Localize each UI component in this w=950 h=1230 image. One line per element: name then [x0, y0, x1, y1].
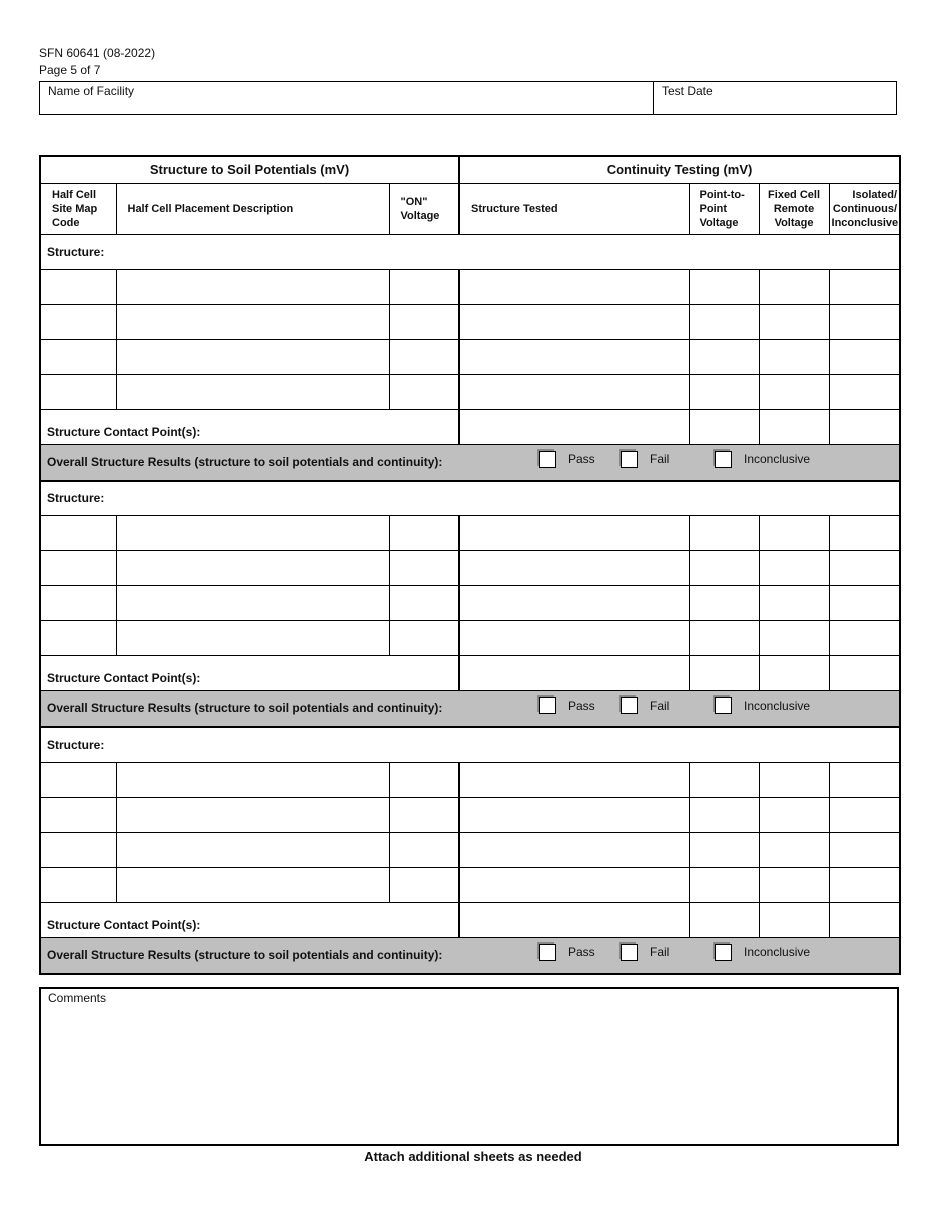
checkbox-icon: [715, 451, 732, 468]
form-id: SFN 60641 (08-2022): [39, 46, 156, 60]
table-row: [40, 621, 900, 656]
facility-name-field[interactable]: [40, 82, 654, 114]
table-row: [40, 551, 900, 586]
table-row: [40, 339, 900, 374]
checkbox-icon: [621, 451, 638, 468]
overall-result-row: [40, 937, 900, 974]
structure-test-table: [39, 155, 901, 975]
checkbox-icon: [539, 944, 556, 961]
table-row: [40, 586, 900, 621]
col-on-voltage: "ON" Voltage: [389, 183, 459, 234]
checkbox-icon: [621, 944, 638, 961]
test-date-label: Test Date: [662, 84, 713, 98]
col-isolated: Isolated/ Continuous/ Inconclusive: [829, 183, 900, 234]
structure-label[interactable]: Structure:: [40, 727, 900, 762]
table-row: [40, 867, 900, 902]
checkbox-icon: [621, 697, 638, 714]
contact-point-label[interactable]: Structure Contact Point(s):: [40, 656, 459, 691]
col-p2p: Point-to-Point Voltage: [689, 183, 759, 234]
overall-result-row: [40, 691, 900, 728]
table-row: [40, 762, 900, 797]
fail-checkbox[interactable]: Fail: [621, 451, 669, 468]
checkbox-icon: [539, 451, 556, 468]
overall-result-label: Overall Structure Results (structure to soil potentials and continuity):: [47, 454, 443, 469]
fail-checkbox[interactable]: Fail: [621, 697, 669, 714]
comments-label: Comments: [48, 991, 107, 1005]
overall-result-label: Overall Structure Results (structure to soil potentials and continuity):: [47, 701, 443, 715]
col-fixed-cell: Fixed Cell Remote Voltage: [759, 183, 829, 234]
table-row: [40, 269, 900, 304]
soil-potentials-title: Structure to Soil Potentials (mV): [40, 156, 459, 183]
overall-result-row: [40, 444, 900, 481]
pass-checkbox[interactable]: Pass: [539, 944, 595, 961]
structure-label[interactable]: Structure:: [40, 234, 900, 269]
fail-checkbox[interactable]: Fail: [621, 944, 669, 961]
checkbox-icon: [715, 944, 732, 961]
table-row: [40, 304, 900, 339]
table-row: [40, 832, 900, 867]
pass-checkbox[interactable]: Pass: [539, 697, 595, 714]
col-placement: Half Cell Placement Description: [116, 183, 389, 234]
table-row: [40, 797, 900, 832]
contact-point-label[interactable]: Structure Contact Point(s):: [40, 902, 459, 937]
inconclusive-checkbox[interactable]: Inconclusive: [715, 697, 810, 714]
checkbox-icon: [539, 697, 556, 714]
col-half-cell: Half Cell Site Map Code: [40, 183, 116, 234]
footer-note: Attach additional sheets as needed: [364, 1149, 582, 1164]
inconclusive-checkbox[interactable]: Inconclusive: [715, 944, 810, 961]
continuity-testing-title: Continuity Testing (mV): [459, 156, 900, 183]
pass-checkbox[interactable]: Pass: [539, 451, 595, 468]
overall-result-label: Overall Structure Results (structure to soil potentials and continuity):: [47, 947, 443, 962]
table-row: [40, 516, 900, 551]
structure-label[interactable]: Structure:: [40, 481, 900, 516]
test-date-field[interactable]: [654, 82, 896, 114]
inconclusive-checkbox[interactable]: Inconclusive: [715, 451, 810, 468]
facility-box: [39, 81, 897, 115]
table-row: [40, 374, 900, 409]
checkbox-icon: [715, 697, 732, 714]
page-number: Page 5 of 7: [39, 63, 101, 77]
facility-name-label: Name of Facility: [48, 84, 135, 98]
col-structure-tested: Structure Tested: [459, 183, 689, 234]
comments-field[interactable]: [39, 987, 899, 1146]
contact-point-label[interactable]: Structure Contact Point(s):: [40, 409, 459, 444]
